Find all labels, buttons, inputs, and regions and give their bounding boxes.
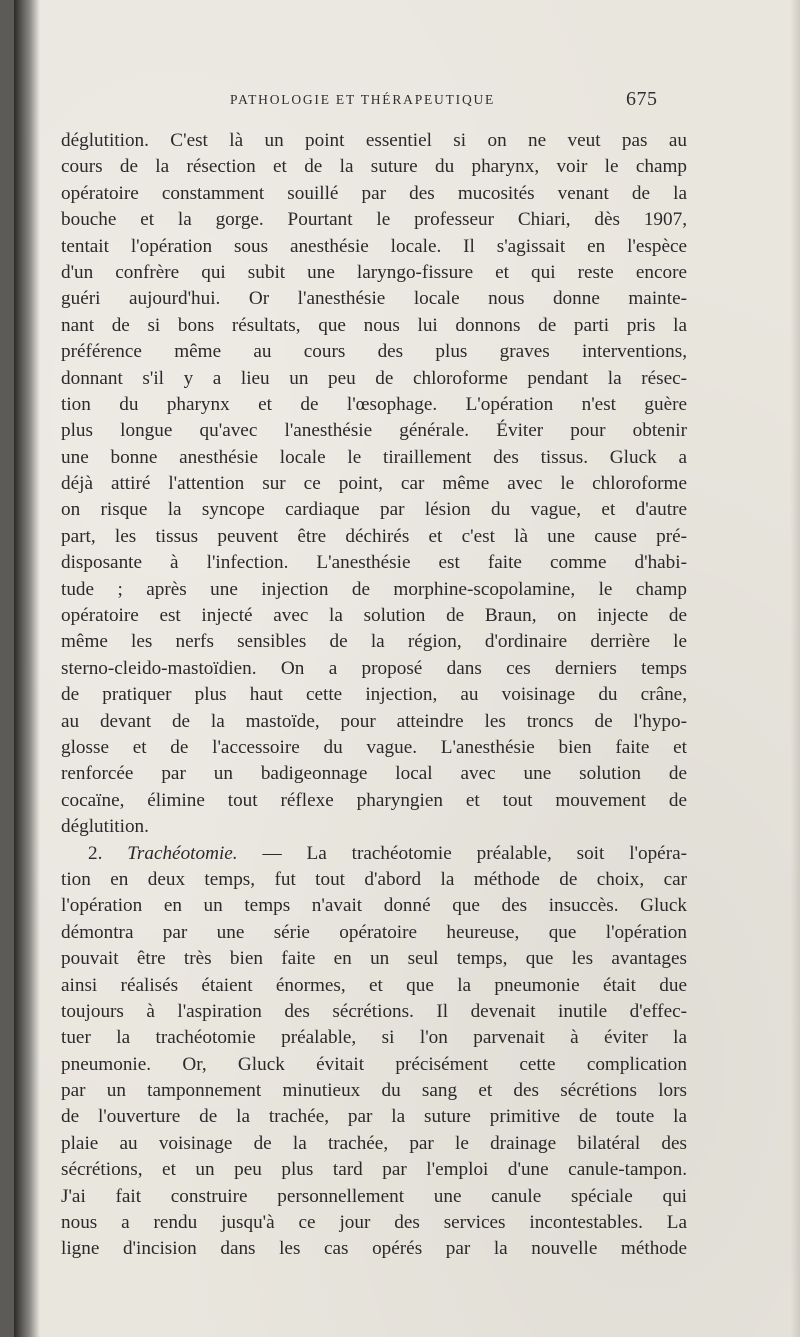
text-line: ligne d'incision dans les cas opérés par la nouvelle méthode xyxy=(61,1238,687,1260)
text-line: l'opération en un temps n'avait donné que des insuccès. Gluck xyxy=(61,895,687,917)
text-line: une bonne anesthésie locale le tiraillement des tissus. Gluck a xyxy=(61,446,687,468)
paragraph-tracheotomy xyxy=(61,841,687,1263)
text-line: plaie au voisinage de la trachée, par le drainage bilatéral des xyxy=(61,1132,687,1154)
text-line: tude ; après une injection de morphine-scopolamine, le champ xyxy=(61,578,687,600)
section-title: Trachéotomie. xyxy=(127,842,238,864)
text-line: toujours à l'aspiration des sécrétions. Il devenait inutile d'effec- xyxy=(61,1000,687,1022)
page-header xyxy=(14,88,800,112)
text-line: démontra par une série opératoire heureuse, que l'opération xyxy=(61,921,687,943)
text-line: au devant de la mastoïde, pour atteindre les troncs de l'hypo- xyxy=(61,710,687,732)
paragraph-anesthesia xyxy=(61,128,687,841)
text-line: renforcée par un badigeonnage local avec une solution de xyxy=(61,763,687,785)
text-line: opératoire est injecté avec la solution de Braun, on injecte de xyxy=(61,605,687,627)
section-number: 2. xyxy=(88,842,103,864)
running-title: PATHOLOGIE ET THÉRAPEUTIQUE xyxy=(230,92,496,107)
text-line: plus longue qu'avec l'anesthésie générale. Éviter pour obtenir xyxy=(61,420,687,442)
text-line: préférence même au cours des plus graves interventions, xyxy=(61,341,687,363)
text-line: nant de si bons résultats, que nous lui donnons de parti pris la xyxy=(61,314,687,336)
page-number: 675 xyxy=(626,88,658,110)
text-line: tuer la trachéotomie préalable, si l'on parvenait à éviter la xyxy=(61,1027,687,1049)
text-line: pneumonie. Or, Gluck évitait précisément cette complication xyxy=(61,1053,687,1075)
text-line: par un tamponnement minutieux du sang et des sécrétions lors xyxy=(61,1080,687,1102)
text-line: de pratiquer plus haut cette injection, au voisinage du crâne, xyxy=(61,684,687,706)
text-line: bouche et la gorge. Pourtant le professeur Chiari, dès 1907, xyxy=(61,209,687,231)
page-edge xyxy=(790,0,800,1337)
page-gutter-shadow xyxy=(14,0,40,1337)
body-text xyxy=(61,128,687,1263)
text-line: opératoire constamment souillé par des mucosités venant de la xyxy=(61,182,687,204)
section-heading-line xyxy=(61,841,687,867)
text-line: cours de la résection et de la suture du pharynx, voir le champ xyxy=(61,156,687,178)
text-line: tion en deux temps, fut tout d'abord la méthode de choix, car xyxy=(61,868,687,890)
text-line: on risque la syncope cardiaque par lésion du vague, et d'autre xyxy=(61,499,687,521)
text-line: sécrétions, et un peu plus tard par l'emploi d'une canule-tampon. xyxy=(61,1159,687,1181)
text-line: ainsi réalisés étaient énormes, et que la pneumonie était due xyxy=(61,974,687,996)
text-line: — La trachéotomie préalable, soit l'opéra- xyxy=(262,842,687,864)
text-line: de l'ouverture de la trachée, par la suture primitive de toute la xyxy=(61,1106,687,1128)
text-line: disposante à l'infection. L'anesthésie est faite comme d'habi- xyxy=(61,552,687,574)
text-line: déjà attiré l'attention sur ce point, car même avec le chloroforme xyxy=(61,473,687,495)
text-line: tion du pharynx et de l'œsophage. L'opération n'est guère xyxy=(61,393,687,415)
text-line: déglutition. xyxy=(61,816,149,838)
text-line: déglutition. C'est là un point essentiel si on ne veut pas au xyxy=(61,130,687,151)
text-line: glosse et de l'accessoire du vague. L'anesthésie bien faite et xyxy=(61,736,687,758)
text-line: nous a rendu jusqu'à ce jour des services incontestables. La xyxy=(61,1212,687,1234)
book-page xyxy=(14,0,800,1337)
text-line: donnant s'il y a lieu un peu de chloroforme pendant la résec- xyxy=(61,367,687,389)
text-line: tentait l'opération sous anesthésie locale. Il s'agissait en l'espèce xyxy=(61,235,687,257)
text-line: même les nerfs sensibles de la région, d'ordinaire derrière le xyxy=(61,631,687,653)
text-line: sterno-cleido-mastoïdien. On a proposé dans ces derniers temps xyxy=(61,657,687,679)
text-line: d'un confrère qui subit une laryngo-fissure et qui reste encore xyxy=(61,261,687,283)
text-line: guéri aujourd'hui. Or l'anesthésie locale nous donne mainte- xyxy=(61,288,687,310)
text-line: pouvait être très bien faite en un seul temps, que les avantages xyxy=(61,948,687,970)
text-line: cocaïne, élimine tout réflexe pharyngien et tout mouvement de xyxy=(61,789,687,811)
text-line: part, les tissus peuvent être déchirés et c'est là une cause pré- xyxy=(61,525,687,547)
text-line: J'ai fait construire personnellement une canule spéciale qui xyxy=(61,1185,687,1207)
